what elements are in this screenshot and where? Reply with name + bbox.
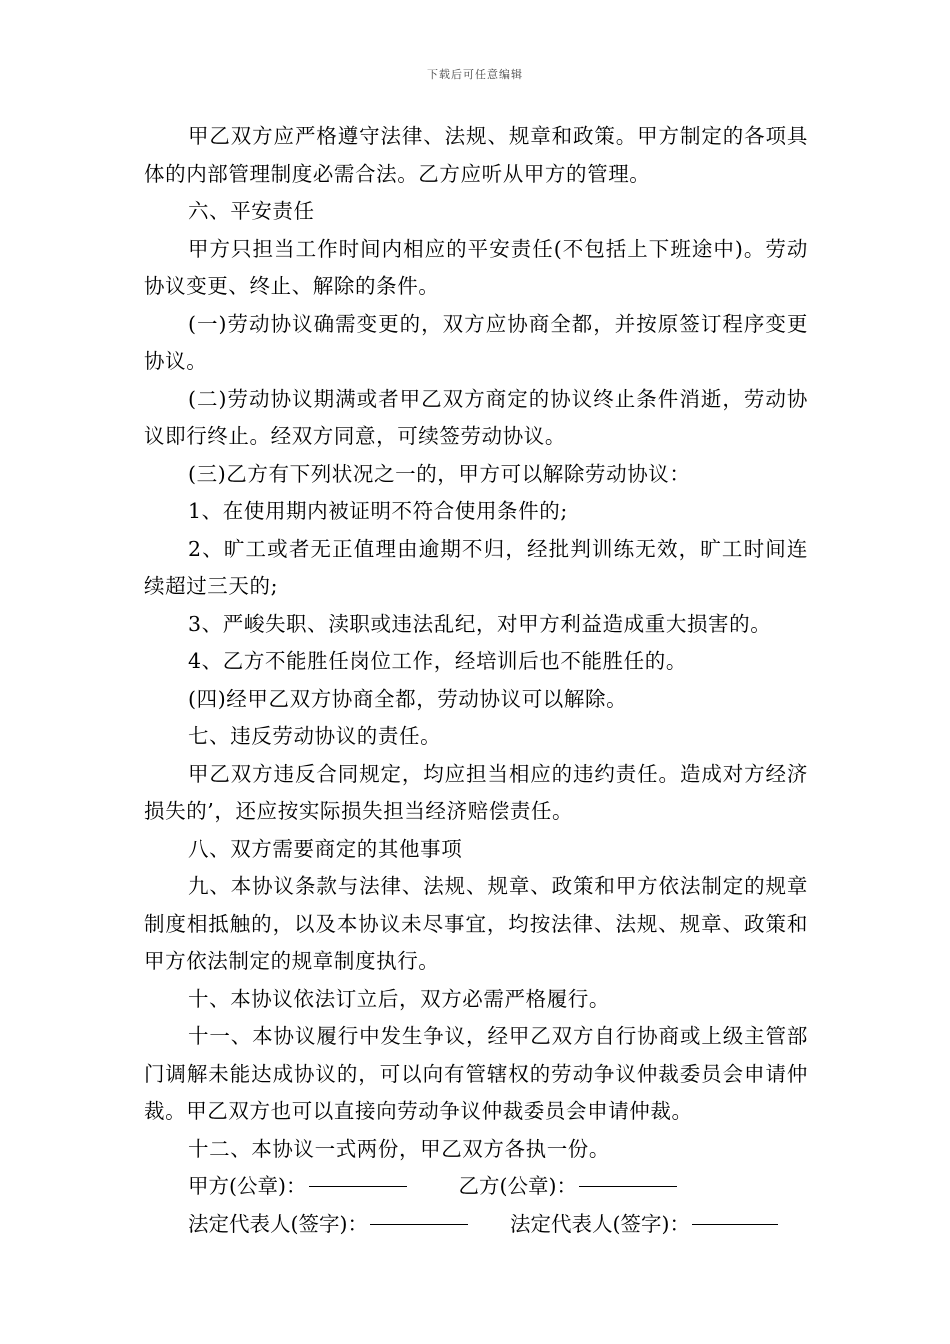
seal-signature-row — [144, 1168, 808, 1206]
party-a-rep-label: 法定代表人(签字)： — [188, 1211, 368, 1236]
paragraph: 甲方只担当工作时间内相应的平安责任(不包括上下班途中)。劳动协议变更、终止、解除的条件。 — [144, 236, 808, 298]
party-a-rep-blank — [370, 1202, 468, 1225]
party-b-representative — [510, 1206, 778, 1244]
paragraph: 甲乙双方应严格遵守法律、法规、规章和政策。甲方制定的各项具体的内部管理制度必需合法。乙方应听从甲方的管理。 — [144, 124, 808, 186]
party-a-seal-label: 甲方(公章)： — [188, 1174, 307, 1198]
paragraph: 十二、本协议一式两份，甲乙双方各执一份。 — [188, 1136, 610, 1161]
paragraph: 九、本协议条款与法律、法规、规章、政策和甲方依法制定的规章制度相抵触的，以及本协议未尽事宜，均按法律、法规、规章、政策和甲方依法制定的规章制度执行。 — [144, 874, 808, 973]
paragraph: 十一、本协议履行中发生争议，经甲乙双方自行协商或上级主管部门调解未能达成协议的，可以向有管辖权的劳动争议仲裁委员会申请仲裁。甲乙双方也可以直接向劳动争议仲裁委员会申请仲裁。 — [144, 1024, 808, 1123]
party-b-rep-blank — [692, 1202, 778, 1225]
party-a-seal — [188, 1168, 407, 1206]
paragraph: (一)劳动协议确需变更的，双方应协商全都，并按原签订程序变更协议。 — [144, 311, 808, 373]
party-b-rep-label: 法定代表人(签字)： — [510, 1211, 690, 1236]
list-item: 3、严峻失职、渎职或违法乱纪，对甲方利益造成重大损害的。 — [188, 611, 772, 636]
paragraph: (三)乙方有下列状况之一的，甲方可以解除劳动协议： — [188, 461, 691, 486]
paragraph: 甲乙双方违反合同规定，均应担当相应的违约责任。造成对方经济损失的’，还应按实际损失担当经济赔偿责任。 — [144, 761, 808, 823]
paragraph: (二)劳动协议期满或者甲乙双方商定的协议终止条件消逝，劳动协议即行终止。经双方同意，可续签劳动协议。 — [144, 386, 808, 448]
section-heading-other: 八、双方需要商定的其他事项 — [188, 836, 463, 861]
section-heading-breach: 七、违反劳动协议的责任。 — [188, 724, 442, 748]
party-b-seal-blank — [579, 1164, 677, 1187]
party-a-seal-blank — [309, 1164, 407, 1187]
section-heading-safety: 六、平安责任 — [188, 199, 315, 223]
party-b-seal-label: 乙方(公章)： — [458, 1174, 577, 1198]
party-a-representative — [188, 1206, 468, 1244]
list-item: 4、乙方不能胜任岗位工作，经培训后也不能胜任的。 — [188, 649, 687, 673]
party-b-seal — [459, 1168, 678, 1206]
header-note: 下载后可任意编辑 — [427, 68, 523, 81]
list-item: 2、旷工或者无正值理由逾期不归，经批判训练无效，旷工时间连续超过三天的; — [144, 536, 808, 598]
paragraph: 十、本协议依法订立后，双方必需严格履行。 — [188, 986, 610, 1011]
list-item: 1、在使用期内被证明不符合使用条件的; — [188, 499, 568, 523]
paragraph: (四)经甲乙双方协商全都，劳动协议可以解除。 — [188, 686, 628, 711]
contract-body — [144, 118, 808, 1243]
representative-signature-row — [144, 1206, 808, 1244]
